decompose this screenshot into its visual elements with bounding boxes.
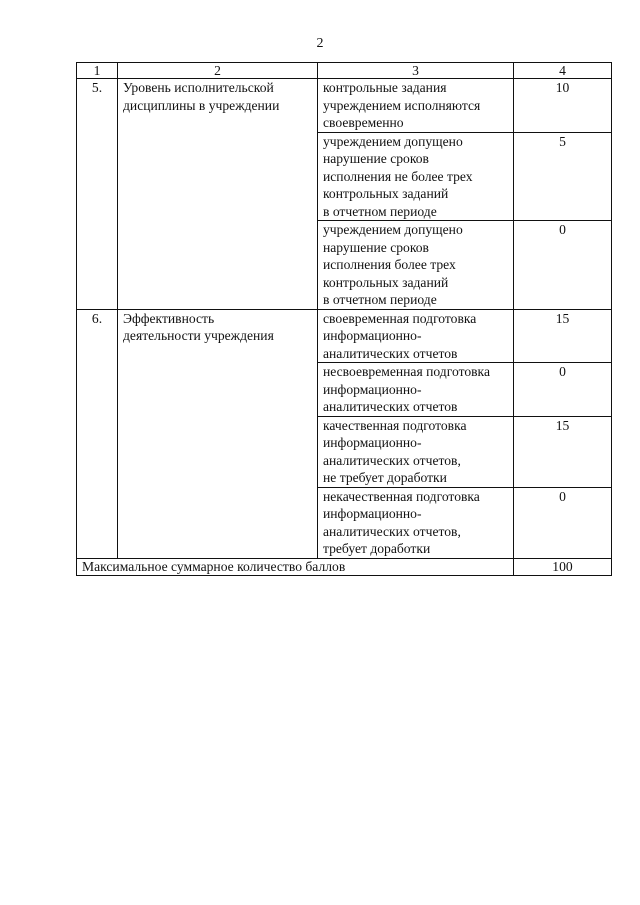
table-header-row (77, 63, 612, 79)
score-cell: 0 (514, 221, 612, 310)
condition-line: учреждением исполняются (323, 97, 481, 113)
criterion-line: деятельности учреждения (123, 328, 274, 343)
condition-line: информационно- (323, 506, 422, 521)
condition-line: контрольные задания (323, 80, 447, 95)
header-cell-4: 4 (514, 63, 612, 79)
total-label: Максимальное суммарное количество баллов (77, 558, 514, 575)
condition-line: учреждением допущено (323, 133, 463, 149)
condition-cell (318, 221, 514, 310)
criterion-number: 6. (77, 309, 118, 558)
criteria-table (76, 62, 612, 576)
condition-line: аналитических отчетов, (323, 452, 461, 468)
criterion-line: Эффективность (123, 310, 215, 326)
table-row (77, 309, 612, 363)
header-cell-2: 2 (118, 63, 318, 79)
condition-line: контрольных заданий (323, 186, 449, 201)
condition-line: в отчетном периоде (323, 203, 437, 219)
header-cell-3: 3 (318, 63, 514, 79)
page-number: 2 (316, 36, 324, 51)
condition-cell (318, 79, 514, 133)
total-value: 100 (514, 558, 612, 575)
condition-cell (318, 363, 514, 417)
condition-line: качественная подготовка (323, 417, 467, 433)
total-row (77, 558, 612, 575)
condition-line: аналитических отчетов, (323, 523, 461, 539)
condition-line: аналитических отчетов (323, 345, 458, 361)
header-cell-1: 1 (77, 63, 118, 79)
criterion-name (118, 309, 318, 558)
condition-line: нарушение сроков (323, 239, 429, 255)
condition-line: требует доработки (323, 541, 431, 556)
condition-line: информационно- (323, 435, 422, 450)
condition-cell (318, 132, 514, 221)
condition-line: своевременная подготовка (323, 310, 477, 326)
condition-cell (318, 487, 514, 558)
score-cell: 0 (514, 487, 612, 558)
score-cell: 15 (514, 416, 612, 487)
condition-line: своевременно (323, 115, 404, 130)
criterion-name (118, 79, 318, 310)
condition-line: нарушение сроков (323, 151, 429, 166)
condition-line: контрольных заданий (323, 274, 449, 290)
condition-line: в отчетном периоде (323, 292, 437, 307)
condition-line: информационно- (323, 381, 422, 397)
score-cell: 5 (514, 132, 612, 221)
condition-line: не требует доработки (323, 470, 447, 485)
criterion-line: дисциплины в учреждении (123, 97, 280, 113)
table-row (77, 79, 612, 133)
condition-cell (318, 309, 514, 363)
condition-line: аналитических отчетов (323, 399, 458, 414)
score-cell: 0 (514, 363, 612, 417)
score-cell: 15 (514, 309, 612, 363)
criterion-line: Уровень исполнительской (123, 80, 274, 95)
condition-line: исполнения более трех (323, 257, 456, 272)
condition-cell (318, 416, 514, 487)
condition-line: информационно- (323, 328, 422, 343)
condition-line: исполнения не более трех (323, 168, 473, 184)
condition-line: учреждением допущено (323, 222, 463, 237)
condition-line: несвоевременная подготовка (323, 364, 490, 379)
condition-line: некачественная подготовка (323, 488, 480, 504)
criterion-number: 5. (77, 79, 118, 310)
score-cell: 10 (514, 79, 612, 133)
